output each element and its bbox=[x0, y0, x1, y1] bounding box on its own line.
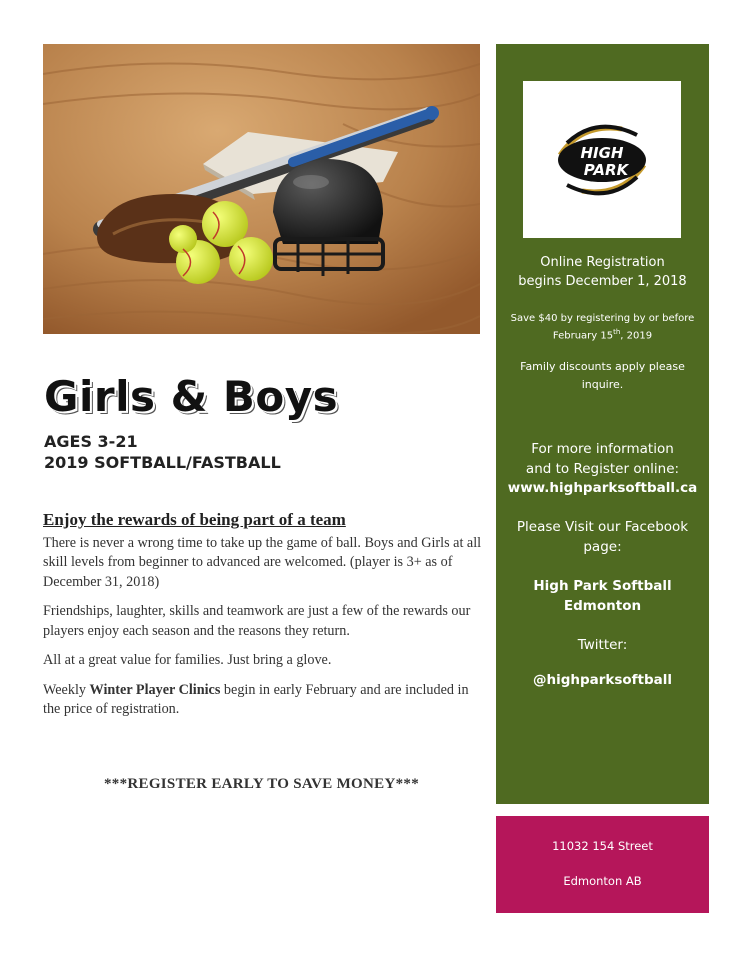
season-line: 2019 SOFTBALL/FASTBALL bbox=[44, 453, 281, 472]
register-cta: ***REGISTER EARLY TO SAVE MONEY*** bbox=[103, 776, 419, 792]
family-discount: Family discounts apply please inquire. bbox=[520, 360, 685, 391]
address-city: Edmonton AB bbox=[563, 874, 642, 888]
sidebar bbox=[496, 44, 709, 804]
high-park-logo-icon bbox=[542, 115, 662, 205]
clinics-pre: Weekly bbox=[43, 681, 90, 698]
age-range bbox=[44, 431, 281, 473]
paragraph-value: All at a great value for families. Just bring a glove. bbox=[43, 652, 332, 668]
more-info bbox=[502, 440, 703, 499]
facebook-name bbox=[502, 576, 703, 617]
softball-equipment-icon bbox=[43, 44, 480, 334]
fb-name-line1: High Park Softball bbox=[533, 578, 672, 594]
twitter-handle: @highparksoftball bbox=[532, 672, 673, 688]
online-reg-line2: begins December 1, 2018 bbox=[518, 273, 687, 289]
hero-photo bbox=[43, 44, 480, 334]
save-sup: th bbox=[613, 328, 621, 336]
more-info-line2: and to Register online: bbox=[525, 460, 680, 477]
fb-name-line2: Edmonton bbox=[563, 598, 642, 615]
address-street: 11032 154 Street bbox=[552, 839, 653, 853]
save-offer bbox=[502, 311, 703, 344]
logo-text-bottom: PARK bbox=[583, 160, 629, 179]
logo-text-top: HIGH bbox=[580, 143, 624, 162]
clinics-post: begin in early February and are included in the price of registration. bbox=[43, 681, 469, 717]
paragraph-friendships: Friendships, laughter, skills and teamwork are just a few of the rewards our players enjoy each season and the reasons they return. bbox=[43, 603, 471, 639]
twitter-label: Twitter: bbox=[577, 637, 628, 653]
paragraph-intro: There is never a wrong time to take up the game of ball. Boys and Girls at all skill levels from beginner to advanced are welcomed. (player is 3+ as of December 31, 2018) bbox=[43, 534, 482, 590]
ages-line: AGES 3-21 bbox=[44, 432, 138, 451]
online-reg-line1: Online Registration bbox=[540, 255, 665, 270]
save-pre: Save $40 by registering by or before February 15 bbox=[510, 313, 695, 342]
online-registration bbox=[502, 254, 703, 292]
paragraph-clinics bbox=[43, 681, 483, 720]
more-info-line1: For more information bbox=[531, 441, 674, 457]
address-box bbox=[496, 816, 709, 913]
clinics-bold: Winter Player Clinics bbox=[89, 681, 221, 698]
facebook-prompt bbox=[502, 518, 703, 557]
body-heading: Enjoy the rewards of being part of a team bbox=[43, 510, 346, 529]
facebook-line1: Please Visit our Facebook bbox=[516, 519, 689, 535]
website-link[interactable]: www.highparksoftball.ca bbox=[507, 480, 698, 497]
headline: Girls & Boys bbox=[44, 372, 339, 421]
body-copy bbox=[43, 510, 483, 730]
facebook-line2: page: bbox=[583, 538, 622, 555]
logo-box bbox=[523, 81, 681, 238]
save-post: , 2019 bbox=[620, 330, 653, 342]
